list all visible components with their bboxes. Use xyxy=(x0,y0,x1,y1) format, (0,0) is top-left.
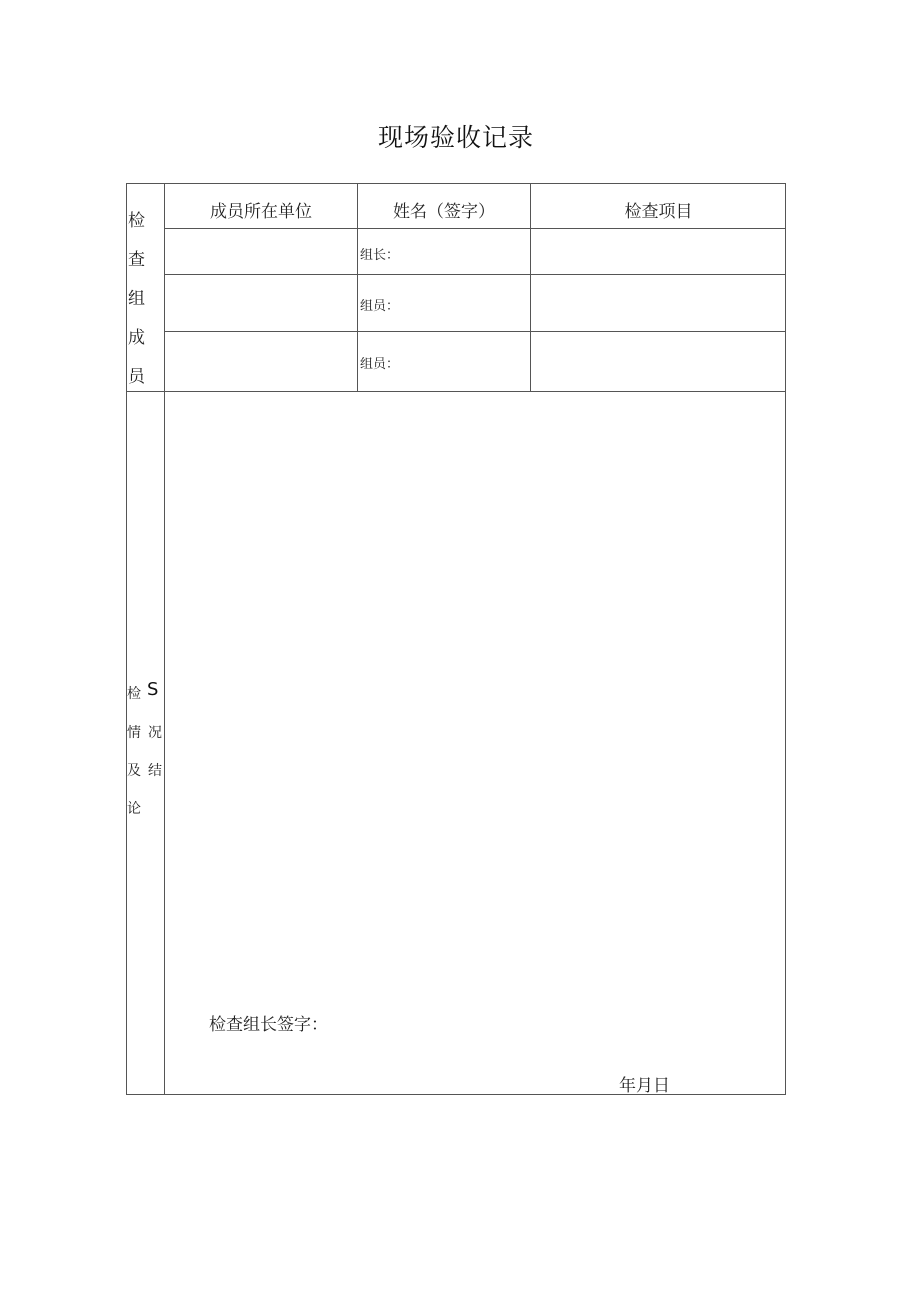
conclusion-label-char: 况 xyxy=(148,725,162,741)
member-name-label: 组员： xyxy=(360,299,400,314)
date-label: 年月日 xyxy=(619,1076,670,1096)
conclusion-label-char: 检 xyxy=(127,686,141,702)
row-divider xyxy=(165,274,786,275)
group-label-char: 成 xyxy=(128,328,145,348)
leader-name-label: 组长： xyxy=(360,248,400,263)
leader-signature-label: 检查组长签字： xyxy=(209,1015,328,1035)
group-label-char: 组 xyxy=(128,289,145,309)
table-frame xyxy=(126,183,786,1095)
header-item: 检查项目 xyxy=(624,202,693,222)
row-divider xyxy=(165,331,786,332)
group-label-char: 检 xyxy=(128,211,145,231)
member-name-label: 组员： xyxy=(360,357,400,372)
page-title: 现场验收记录 xyxy=(377,123,534,152)
group-label-char: 员 xyxy=(128,367,145,387)
conclusion-label-char: 论 xyxy=(127,801,141,817)
conclusion-label-char: 结 xyxy=(148,763,162,779)
header-name: 姓名（签字） xyxy=(393,202,495,222)
conclusion-label-char: 及 xyxy=(127,763,141,779)
conclusion-label-char: 情 xyxy=(127,725,141,741)
header-unit: 成员所在单位 xyxy=(210,202,312,222)
group-label-char: 查 xyxy=(128,250,145,270)
row-divider xyxy=(165,228,786,229)
conclusion-label-char: S xyxy=(147,679,159,700)
section-divider xyxy=(126,391,786,392)
label-column-divider xyxy=(164,183,165,1095)
